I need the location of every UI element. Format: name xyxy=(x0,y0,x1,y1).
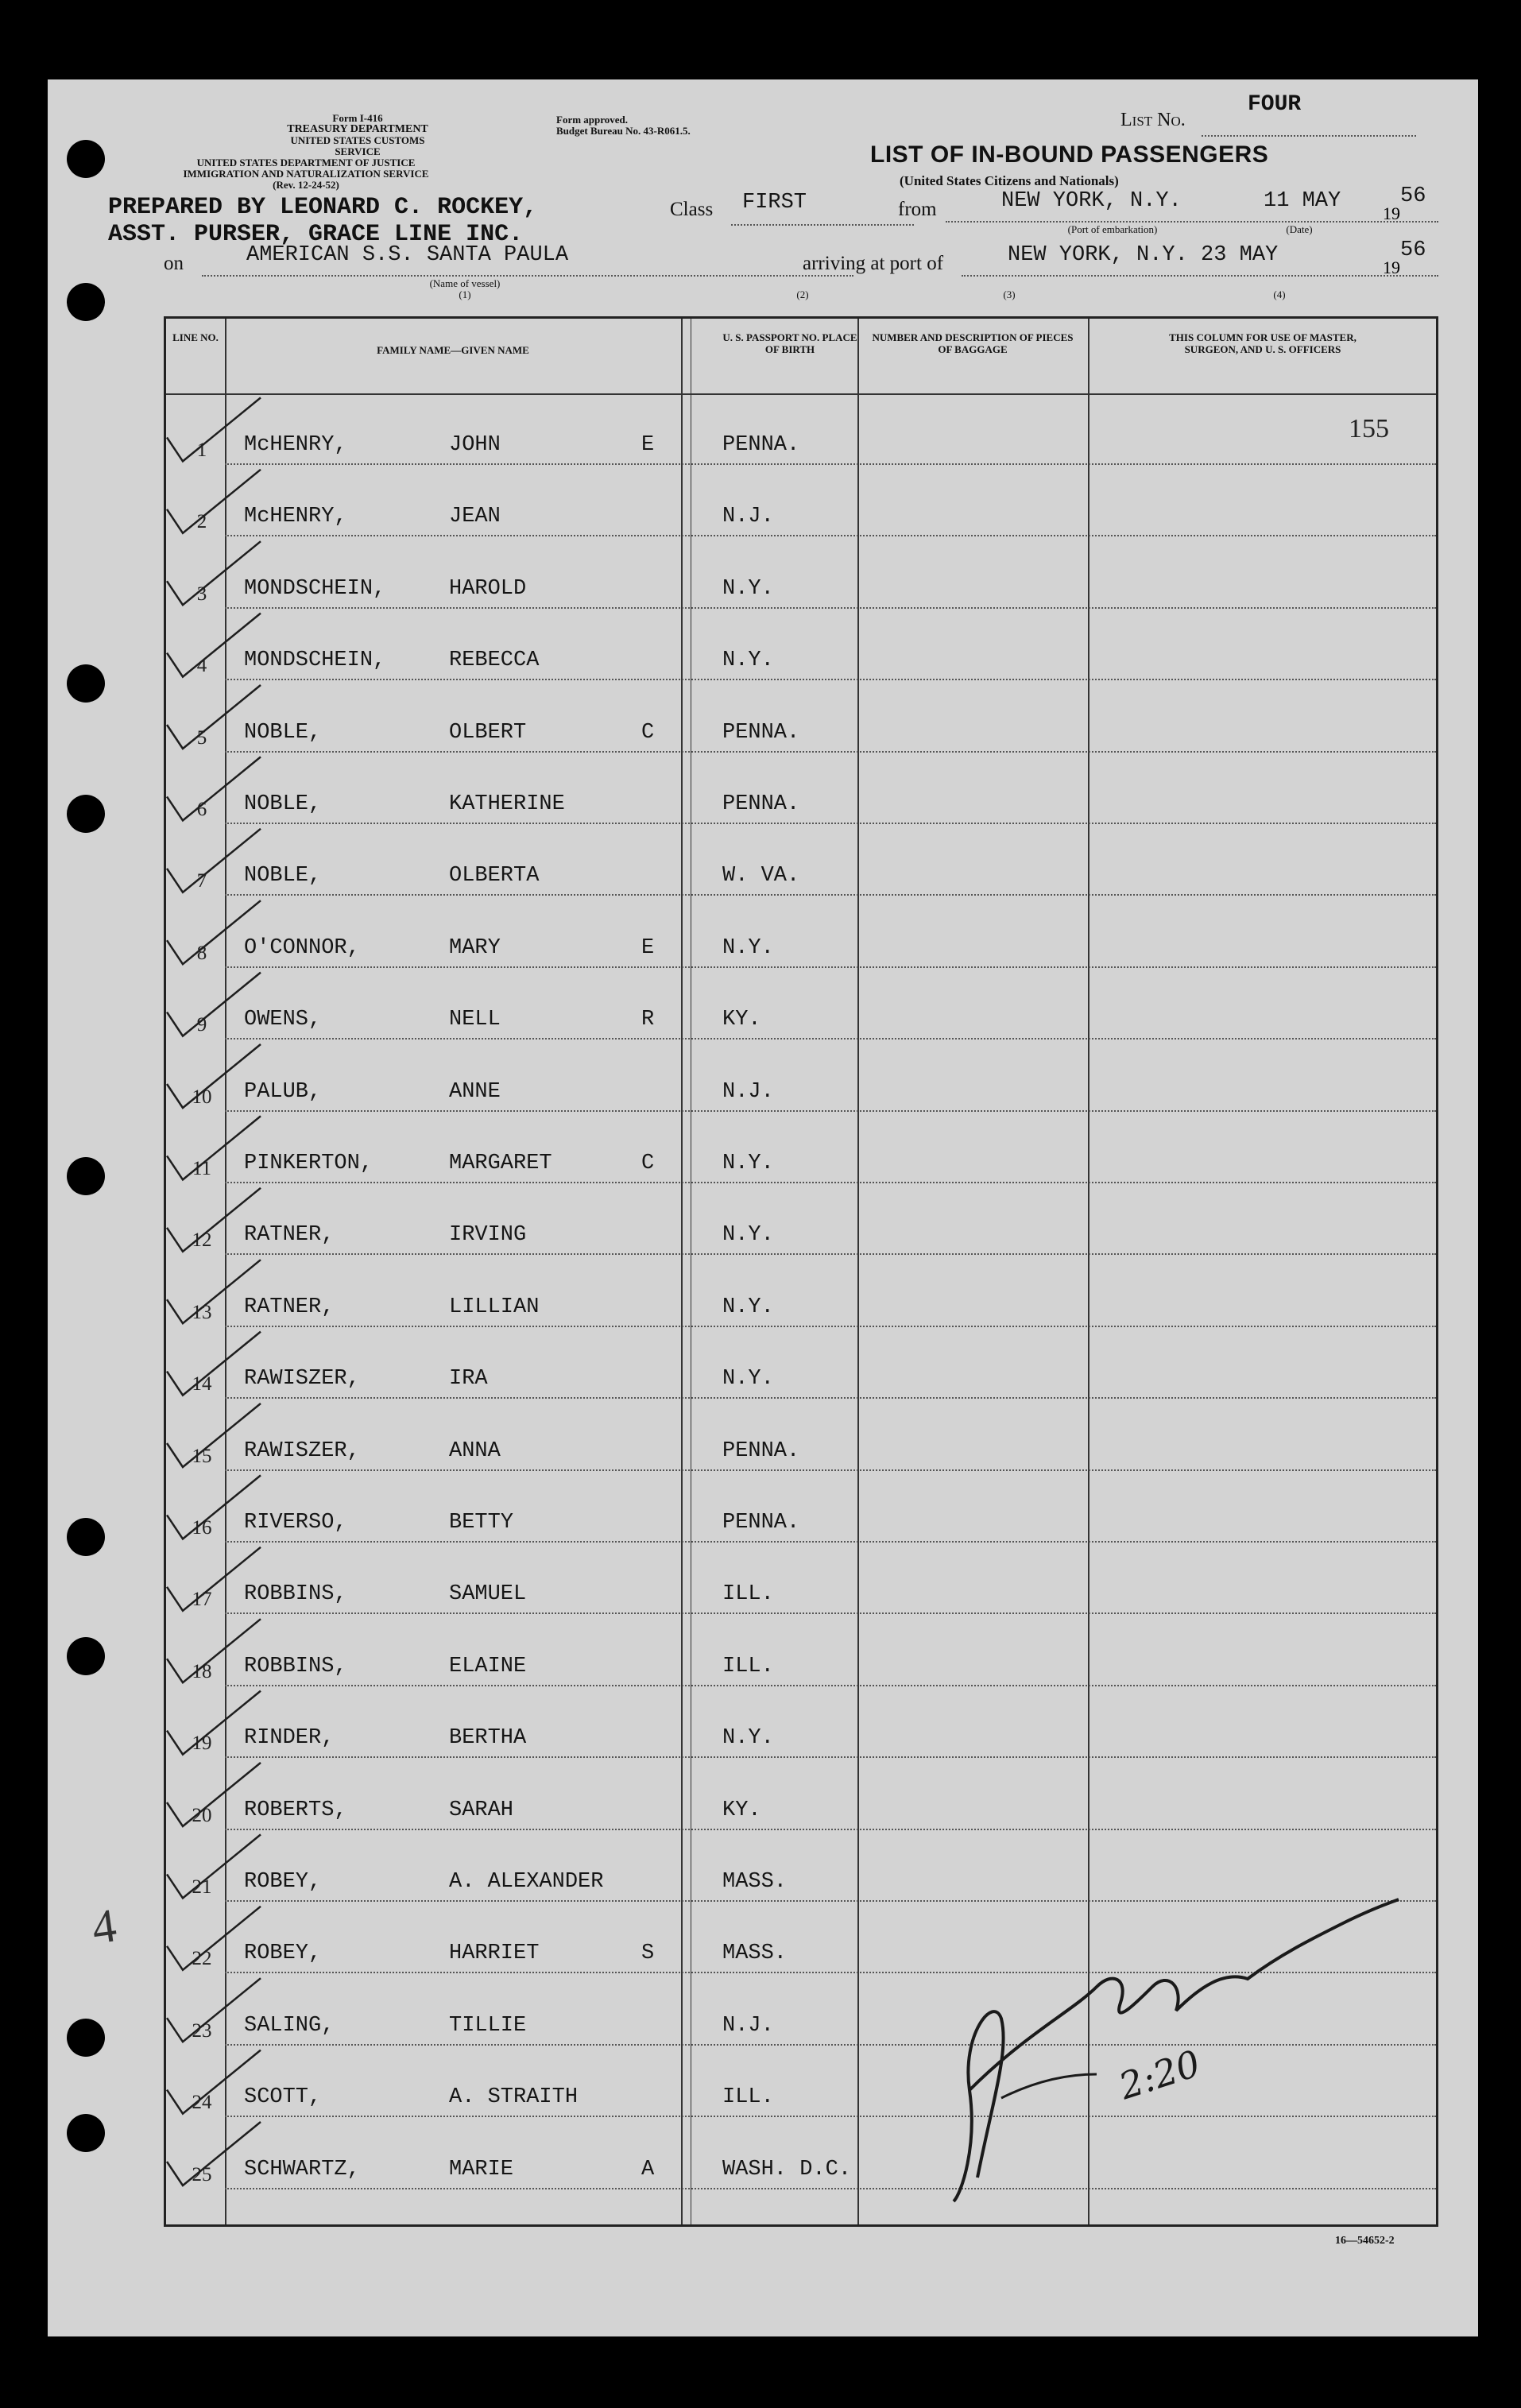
table-row xyxy=(166,393,1436,465)
given-name: ANNA xyxy=(449,1438,501,1463)
place-of-birth: PENNA. xyxy=(722,433,800,457)
middle-initial: E xyxy=(641,433,655,457)
family-name: SCHWARTZ, xyxy=(244,2157,360,2182)
punch-hole xyxy=(67,664,105,703)
family-name: NOBLE, xyxy=(244,864,322,888)
table-row xyxy=(166,896,1436,968)
punch-hole xyxy=(67,795,105,833)
embark-year-prefix: 19 xyxy=(1383,203,1400,223)
middle-initial: S xyxy=(641,1941,655,1966)
given-name: HAROLD xyxy=(449,576,527,601)
given-name: NELL xyxy=(449,1008,501,1032)
table-row xyxy=(166,537,1436,609)
table-row xyxy=(166,1974,1436,2046)
place-of-birth: N.Y. xyxy=(722,1223,774,1248)
officer-note: 155 xyxy=(1349,414,1389,443)
family-name: RIVERSO, xyxy=(244,1511,347,1535)
customs-service: UNITED STATES CUSTOMS SERVICE xyxy=(290,134,425,157)
given-name: JEAN xyxy=(449,505,501,529)
family-name: ROBBINS, xyxy=(244,1582,347,1607)
line-number: 5 xyxy=(196,726,207,749)
given-name: OLBERT xyxy=(449,720,527,745)
family-name: McHENRY, xyxy=(244,505,347,529)
family-name: RINDER, xyxy=(244,1726,335,1751)
place-of-birth: PENNA. xyxy=(722,1511,800,1535)
caption-1: (1) xyxy=(459,288,471,300)
family-name: ROBERTS, xyxy=(244,1798,347,1822)
place-of-birth: N.Y. xyxy=(722,1726,774,1751)
revision-date: (Rev. 12-24-52) xyxy=(273,179,339,191)
justice-dept: UNITED STATES DEPARTMENT OF JUSTICE xyxy=(196,157,416,168)
table-row xyxy=(166,1327,1436,1399)
family-name: MONDSCHEIN, xyxy=(244,648,386,673)
family-name: PALUB, xyxy=(244,1079,322,1104)
caption-vessel: (Name of vessel) xyxy=(429,277,501,289)
middle-initial: E xyxy=(641,935,655,960)
place-of-birth: WASH. D.C. xyxy=(722,2157,852,2182)
given-name: OLBERTA xyxy=(449,864,540,888)
line-number: 11 xyxy=(192,1158,212,1179)
caption-date: (Date) xyxy=(1286,223,1313,235)
family-name: OWENS, xyxy=(244,1008,322,1032)
col-officers: THIS COLUMN FOR USE OF MASTER, SURGEON, AND U. S. OFFICERS xyxy=(1169,331,1357,355)
line-number: 7 xyxy=(196,870,207,892)
family-name: ROBEY, xyxy=(244,1870,322,1894)
punch-hole xyxy=(67,140,105,178)
manifest-page xyxy=(48,79,1478,2336)
department-name: TREASURY DEPARTMENT xyxy=(287,123,428,135)
table-row xyxy=(166,1615,1436,1686)
on-label: on xyxy=(164,253,184,274)
punch-hole xyxy=(67,2114,105,2152)
passenger-table xyxy=(164,316,1438,2227)
vessel-name: AMERICAN S.S. SANTA PAULA xyxy=(246,243,569,267)
line-number: 9 xyxy=(196,1014,207,1036)
place-of-birth: N.J. xyxy=(722,2013,774,2038)
given-name: IRA xyxy=(449,1367,488,1392)
punch-hole xyxy=(67,1157,105,1195)
family-name: RATNER, xyxy=(244,1295,335,1319)
given-name: MARGARET xyxy=(449,1152,552,1175)
table-row xyxy=(166,1759,1436,1830)
line-number: 25 xyxy=(192,2163,212,2185)
table-row xyxy=(166,753,1436,824)
place-of-birth: N.Y. xyxy=(722,1367,774,1392)
place-of-birth: N.Y. xyxy=(722,648,774,673)
place-of-birth: N.Y. xyxy=(722,1295,774,1319)
place-of-birth: PENNA. xyxy=(722,1438,800,1463)
table-row xyxy=(166,1830,1436,1902)
given-name: BERTHA xyxy=(449,1726,527,1751)
family-name: O'CONNOR, xyxy=(244,935,360,960)
table-row xyxy=(166,2046,1436,2117)
punch-hole xyxy=(67,283,105,321)
place-of-birth: ILL. xyxy=(722,1582,774,1607)
caption-4: (4) xyxy=(1273,288,1286,300)
middle-initial: C xyxy=(641,1152,655,1175)
table-row xyxy=(166,1543,1436,1614)
family-name: NOBLE, xyxy=(244,792,322,816)
form-number: Form I-416 xyxy=(332,112,383,124)
table-row xyxy=(166,1256,1436,1327)
place-of-birth: N.Y. xyxy=(722,935,774,960)
prepared-by-line1: PREPARED BY LEONARD C. ROCKEY, xyxy=(108,194,538,221)
family-name: McHENRY, xyxy=(244,433,347,457)
caption-embarkation: (Port of embarkation) xyxy=(1067,223,1158,235)
family-name: RAWISZER, xyxy=(244,1367,360,1392)
table-row xyxy=(166,1400,1436,1471)
form-code: 16—54652-2 xyxy=(1335,2235,1395,2247)
given-name: REBECCA xyxy=(449,648,540,673)
line-number: 24 xyxy=(192,2092,212,2114)
place-of-birth: PENNA. xyxy=(722,792,800,816)
place-of-birth: ILL. xyxy=(722,1654,774,1678)
family-name: ROBBINS, xyxy=(244,1654,347,1678)
given-name: IRVING xyxy=(449,1223,527,1248)
given-name: KATHERINE xyxy=(449,792,565,816)
given-name: ELAINE xyxy=(449,1654,527,1678)
table-row xyxy=(166,1112,1436,1183)
embark-port: NEW YORK, N.Y. xyxy=(1001,189,1182,213)
punch-hole xyxy=(67,1518,105,1556)
line-number: 12 xyxy=(192,1229,212,1252)
arrival-port-date: NEW YORK, N.Y. 23 MAY xyxy=(1008,243,1279,267)
given-name: MARIE xyxy=(449,2157,514,2182)
table-row xyxy=(166,1902,1436,1973)
given-name: TILLIE xyxy=(449,2013,527,2038)
place-of-birth: ILL. xyxy=(722,2085,774,2110)
given-name: JOHN xyxy=(449,433,501,457)
budget-bureau: Budget Bureau No. 43-R061.5. xyxy=(556,125,691,137)
table-row xyxy=(166,609,1436,680)
caption-3: (3) xyxy=(1003,288,1016,300)
family-name: RATNER, xyxy=(244,1223,335,1248)
line-number: 22 xyxy=(192,1948,212,1970)
place-of-birth: PENNA. xyxy=(722,720,800,745)
embark-date: 11 MAY xyxy=(1264,189,1341,213)
family-name: PINKERTON, xyxy=(244,1152,373,1175)
line-number: 1 xyxy=(196,439,207,461)
line-number: 2 xyxy=(196,511,207,533)
col-passport: U. S. PASSPORT NO. PLACE OF BIRTH xyxy=(722,331,857,355)
caption-2: (2) xyxy=(796,288,809,300)
line-number: 14 xyxy=(192,1373,212,1396)
place-of-birth: N.Y. xyxy=(722,1152,774,1175)
form-approved: Form approved. xyxy=(556,114,629,126)
place-of-birth: N.Y. xyxy=(722,576,774,601)
given-name: MARY xyxy=(449,935,501,960)
arrival-year: 56 xyxy=(1400,238,1426,262)
place-of-birth: W. VA. xyxy=(722,864,800,888)
arrival-year-prefix: 19 xyxy=(1383,257,1400,277)
line-number: 10 xyxy=(192,1086,212,1108)
table-row xyxy=(166,1471,1436,1543)
line-number: 19 xyxy=(192,1732,212,1755)
table-row xyxy=(166,1686,1436,1758)
line-number: 17 xyxy=(192,1589,212,1611)
given-name: LILLIAN xyxy=(449,1295,540,1319)
given-name: BETTY xyxy=(449,1511,514,1535)
margin-mark: 4 xyxy=(88,1899,120,1954)
line-number: 6 xyxy=(196,799,207,820)
line-number: 4 xyxy=(196,655,207,677)
list-no-value: FOUR xyxy=(1248,92,1302,117)
family-name: ROBEY, xyxy=(244,1941,322,1966)
family-name: SALING, xyxy=(244,2013,335,2038)
table-row xyxy=(166,1183,1436,1255)
middle-initial: R xyxy=(641,1008,655,1032)
line-number: 8 xyxy=(196,942,207,964)
table-row xyxy=(166,681,1436,753)
embark-year: 56 xyxy=(1400,184,1426,208)
prepared-by-line2: ASST. PURSER, GRACE LINE INC. xyxy=(108,221,524,248)
table-row xyxy=(166,1040,1436,1112)
given-name: A. STRAITH xyxy=(449,2085,579,2110)
place-of-birth: MASS. xyxy=(722,1870,788,1894)
arriving-label: arriving at port of xyxy=(803,253,944,274)
col-name: FAMILY NAME—GIVEN NAME xyxy=(377,344,529,356)
place-of-birth: KY. xyxy=(722,1798,761,1822)
ins-service: IMMIGRATION AND NATURALIZATION SERVICE xyxy=(183,168,429,180)
class-value: FIRST xyxy=(742,191,807,215)
form-title: LIST OF IN-BOUND PASSENGERS xyxy=(870,141,1269,168)
punch-hole xyxy=(67,2019,105,2057)
form-subtitle: (United States Citizens and Nationals) xyxy=(900,173,1119,188)
table-row xyxy=(166,968,1436,1039)
table-row xyxy=(166,2118,1436,2189)
line-number: 18 xyxy=(192,1660,212,1682)
family-name: SCOTT, xyxy=(244,2085,322,2110)
from-label: from xyxy=(898,199,937,220)
given-name: A. ALEXANDER xyxy=(449,1870,604,1894)
table-row xyxy=(166,824,1436,896)
line-number: 20 xyxy=(192,1804,212,1826)
line-number: 3 xyxy=(196,583,207,605)
family-name: NOBLE, xyxy=(244,720,322,745)
given-name: SARAH xyxy=(449,1798,514,1822)
punch-hole xyxy=(67,1637,105,1675)
col-line-no: LINE NO. xyxy=(172,331,219,343)
col-baggage: NUMBER AND DESCRIPTION OF PIECES OF BAGGAGE xyxy=(872,331,1074,355)
given-name: HARRIET xyxy=(449,1941,540,1966)
line-number: 23 xyxy=(192,2019,212,2042)
middle-initial: A xyxy=(641,2157,655,2182)
line-number: 21 xyxy=(192,1876,212,1898)
place-of-birth: N.J. xyxy=(722,1079,774,1104)
place-of-birth: KY. xyxy=(722,1008,761,1032)
family-name: MONDSCHEIN, xyxy=(244,576,386,601)
given-name: ANNE xyxy=(449,1079,501,1104)
list-no-label: List No. xyxy=(1120,110,1186,130)
given-name: SAMUEL xyxy=(449,1582,527,1607)
family-name: RAWISZER, xyxy=(244,1438,360,1463)
middle-initial: C xyxy=(641,720,655,745)
line-number: 16 xyxy=(192,1517,212,1539)
place-of-birth: N.J. xyxy=(722,505,774,529)
line-number: 15 xyxy=(192,1445,212,1467)
class-label: Class xyxy=(670,199,714,220)
signature-time: 2:20 xyxy=(1113,2042,1206,2108)
table-row xyxy=(166,465,1436,536)
line-number: 13 xyxy=(192,1301,212,1323)
place-of-birth: MASS. xyxy=(722,1941,788,1966)
